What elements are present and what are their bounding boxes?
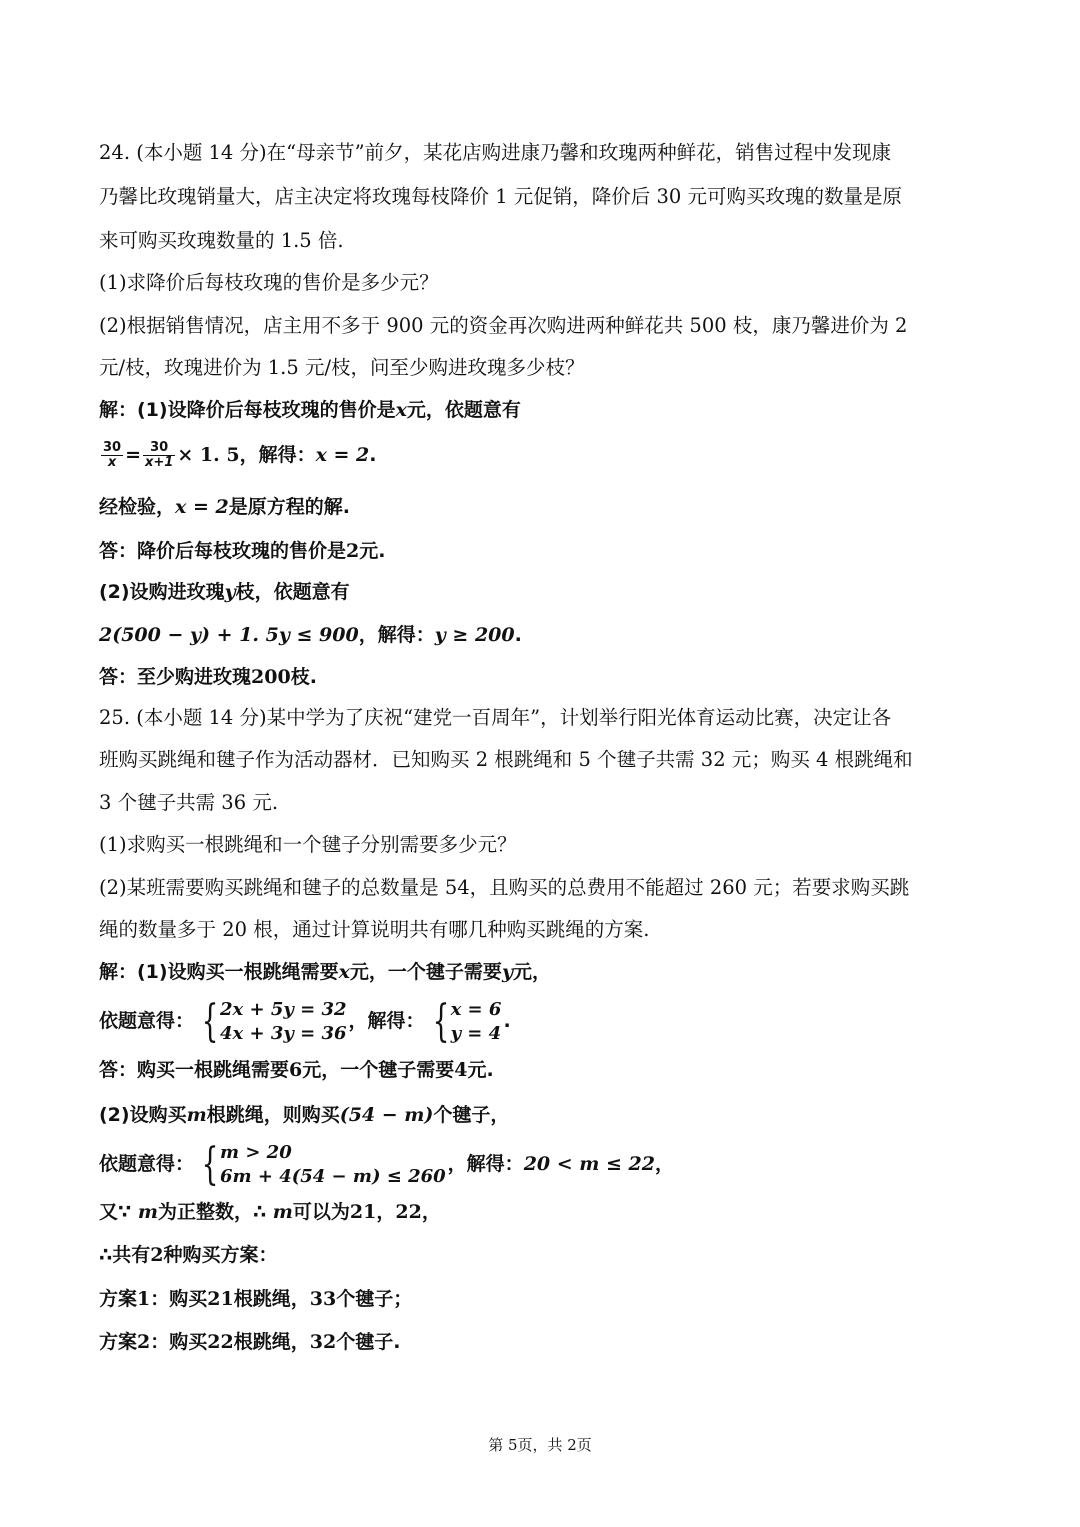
plan-text-a: ：购买 [150,1331,208,1353]
plan-rope-count: 22 [207,1331,234,1353]
q25-part-2-a: (2)某班需要购买跳绳和毽子的总数量是 54，且购买的总费用不能超过 260 元；若要求购买跳 [99,876,910,899]
solution-1-text: 解：(1)设购买一根跳绳需要 [99,961,339,983]
q25-part-1: (1)求购买一根跳绳和一个毽子分别需要多少元？ [99,833,517,856]
q25-plan-1 [99,1284,412,1314]
solution-value: x = 2 [315,444,370,466]
inequality-solution: 20 < m ≤ 22 [523,1153,655,1175]
plan-text-b: 根跳绳， [233,1288,310,1310]
q24-answer-1 [99,536,385,566]
inequality-solution: y ≥ 200 [434,624,515,646]
plan-number: 2 [137,1331,151,1353]
answer-1-value-2: 4 [454,1059,468,1081]
solve-label: ，解得： [239,444,316,466]
plan-number: 1 [137,1288,151,1310]
answer-1-value: 2 [346,540,360,562]
q25-var-x: x [338,961,350,983]
solve-label: ，解得： [358,624,435,646]
fraction-denominator: x+1 [145,455,174,470]
solution-2-text: (2)设购买 [99,1104,187,1126]
q24-check [99,492,350,522]
plan-label: 方案 [99,1288,138,1310]
inequality-system [196,1138,446,1190]
comma: ， [654,1153,674,1175]
answer-1-unit: 元. [359,540,386,562]
solve-label: ，解得： [348,1010,425,1032]
q24-line-1: 24. (本小题 14 分)在“母亲节”前夕，某花店购进康乃馨和玫瑰两种鲜花，销售过程中发现康 [99,141,892,164]
left-brace: { [201,995,219,1047]
check-label: 经检验， [99,496,176,518]
q25-solution-1 [99,957,551,987]
q24-var-x: x [395,399,407,421]
q24-solution-2 [99,577,350,607]
answer-1-value-1: 6 [289,1059,303,1081]
q25-answer-1 [99,1055,494,1085]
q24-answer-2 [99,662,317,692]
value-22: 22 [395,1201,422,1223]
answer-1-text: 答：降价后每枝玫瑰的售价是 [99,540,347,562]
integer-text: 为正整数，∴ [157,1201,273,1223]
q25-part-2-b: 绳的数量多于 20 根，通过计算说明共有哪几种购买跳绳的方案. [99,918,650,941]
q25-line-1: 25. (本小题 14 分)某中学为了庆祝“建党一百周年”，计划举行阳光体育运动比赛，决定让各 [99,706,892,729]
q25-line-3: 3 个毽子共需 36 元. [99,791,279,814]
q25-var-m: m [137,1201,158,1223]
fraction-denominator: x [107,455,117,470]
q24-solution-1-text: 解：(1)设降价后每枝玫瑰的售价是 [99,399,396,421]
plan-text-a: ：购买 [150,1288,208,1310]
q25-system-1 [99,995,511,1047]
multiply-term: × 1. 5 [177,444,240,466]
can-be-text: 可以为 [292,1201,350,1223]
fraction-numerator: 30 [143,441,175,456]
q25-total-plans [99,1240,277,1270]
q24-solution-1-tail: 元，依题意有 [406,399,521,421]
left-brace: { [201,1138,219,1190]
system-row-1: m > 20 [220,1141,292,1163]
solution-2-text: (2)设购进玫瑰 [99,581,225,603]
q24-part-2-a: (2)根据销售情况，店主用不多于 900 元的资金再次购进两种鲜花共 500 枝，康乃馨进价为 2 [99,314,908,337]
answer-1-tail: 元. [467,1059,494,1081]
solve-label: ，解得： [447,1153,524,1175]
solution-1-mid: 元，一个毽子需要 [349,961,502,983]
answer-2-unit: 枝. [290,666,317,688]
solution-system [427,995,502,1047]
period: . [503,1010,511,1032]
q24-solution-1 [99,395,521,425]
left-brace: { [432,995,449,1047]
system-row-2: 6m + 4(54 − m) ≤ 260 [220,1165,446,1187]
equation-system [196,995,347,1047]
system-label: 依题意得： [99,1153,195,1175]
q24-inequality [99,620,522,650]
plan-text-c: 个毽子. [336,1331,401,1353]
system-row-1: 2x + 5y = 32 [220,998,347,1020]
period: . [369,444,377,466]
equals-sign: = [125,444,142,466]
q24-line-3: 来可购买玫瑰数量的 1.5 倍. [99,229,344,252]
q25-var-m: m [186,1104,207,1126]
page-footer: 第 5页，共 2页 [488,1436,592,1454]
solution-2-mid: 根跳绳，则购买 [206,1104,340,1126]
q25-system-2 [99,1138,674,1190]
system-row-2: 4x + 3y = 36 [220,1022,347,1044]
q25-plan-2 [99,1327,400,1357]
q24-equation [99,440,377,470]
period: . [514,624,522,646]
answer-2-text: 答：至少购进玫瑰 [99,666,252,688]
solution-1-tail: 元， [512,961,551,983]
q24-part-2-b: 元/枝，玫瑰进价为 1.5 元/枝，问至少购进玫瑰多少枝？ [99,356,585,379]
plan-text-c: 个毽子； [336,1288,413,1310]
solution-row-1: x = 6 [450,998,502,1020]
q24-part-1: (1)求降价后每枝玫瑰的售价是多少元？ [99,271,439,294]
q24-var-y: y [224,581,236,603]
fraction-numerator: 30 [103,440,122,455]
comma: ， [421,1201,441,1223]
fraction-30-over-x-plus-1 [143,441,175,470]
system-label: 依题意得： [99,1010,195,1032]
plan-shuttlecock-count: 32 [309,1331,337,1353]
q25-line-2: 班购买跳绳和毽子作为活动器材．已知购买 2 根跳绳和 5 个毽子共需 32 元；购买 4 根跳绳和 [99,748,913,771]
answer-1-mid: 元，一个毽子需要 [302,1059,455,1081]
because-label: 又∵ [99,1201,138,1223]
q24-line-2: 乃馨比玫瑰销量大，店主决定将玫瑰每枝降价 1 元促销，降价后 30 元可购买玫瑰的数量是原 [99,185,903,208]
value-21: 21 [349,1201,377,1223]
plan-label: 方案 [99,1331,138,1353]
plan-shuttlecock-count: 33 [309,1288,337,1310]
fraction-30-over-x [101,441,123,470]
total-text: ∴共有 [99,1244,151,1266]
answer-1-text: 答：购买一根跳绳需要 [99,1059,290,1081]
plan-rope-count: 21 [207,1288,234,1310]
q25-var-y: y [501,961,513,983]
total-value: 2 [150,1244,164,1266]
q25-var-m: m [272,1201,293,1223]
check-equation: x = 2 [175,496,229,518]
solution-row-2: y = 4 [450,1022,502,1044]
inequality-expression: 2(500 − y) + 1. 5y ≤ 900 [99,624,359,646]
total-tail: 种购买方案： [163,1244,278,1266]
solution-2-tail: 个毽子， [433,1104,510,1126]
solution-2-expression: (54 − m) [339,1104,434,1126]
check-tail: 是原方程的解. [228,496,350,518]
q25-solution-2 [99,1100,509,1130]
solution-2-tail: 枝，依题意有 [235,581,350,603]
q25-integer-note [99,1197,441,1227]
plan-text-b: 根跳绳， [233,1331,310,1353]
comma: ， [376,1201,396,1223]
answer-2-value: 200 [251,666,291,688]
